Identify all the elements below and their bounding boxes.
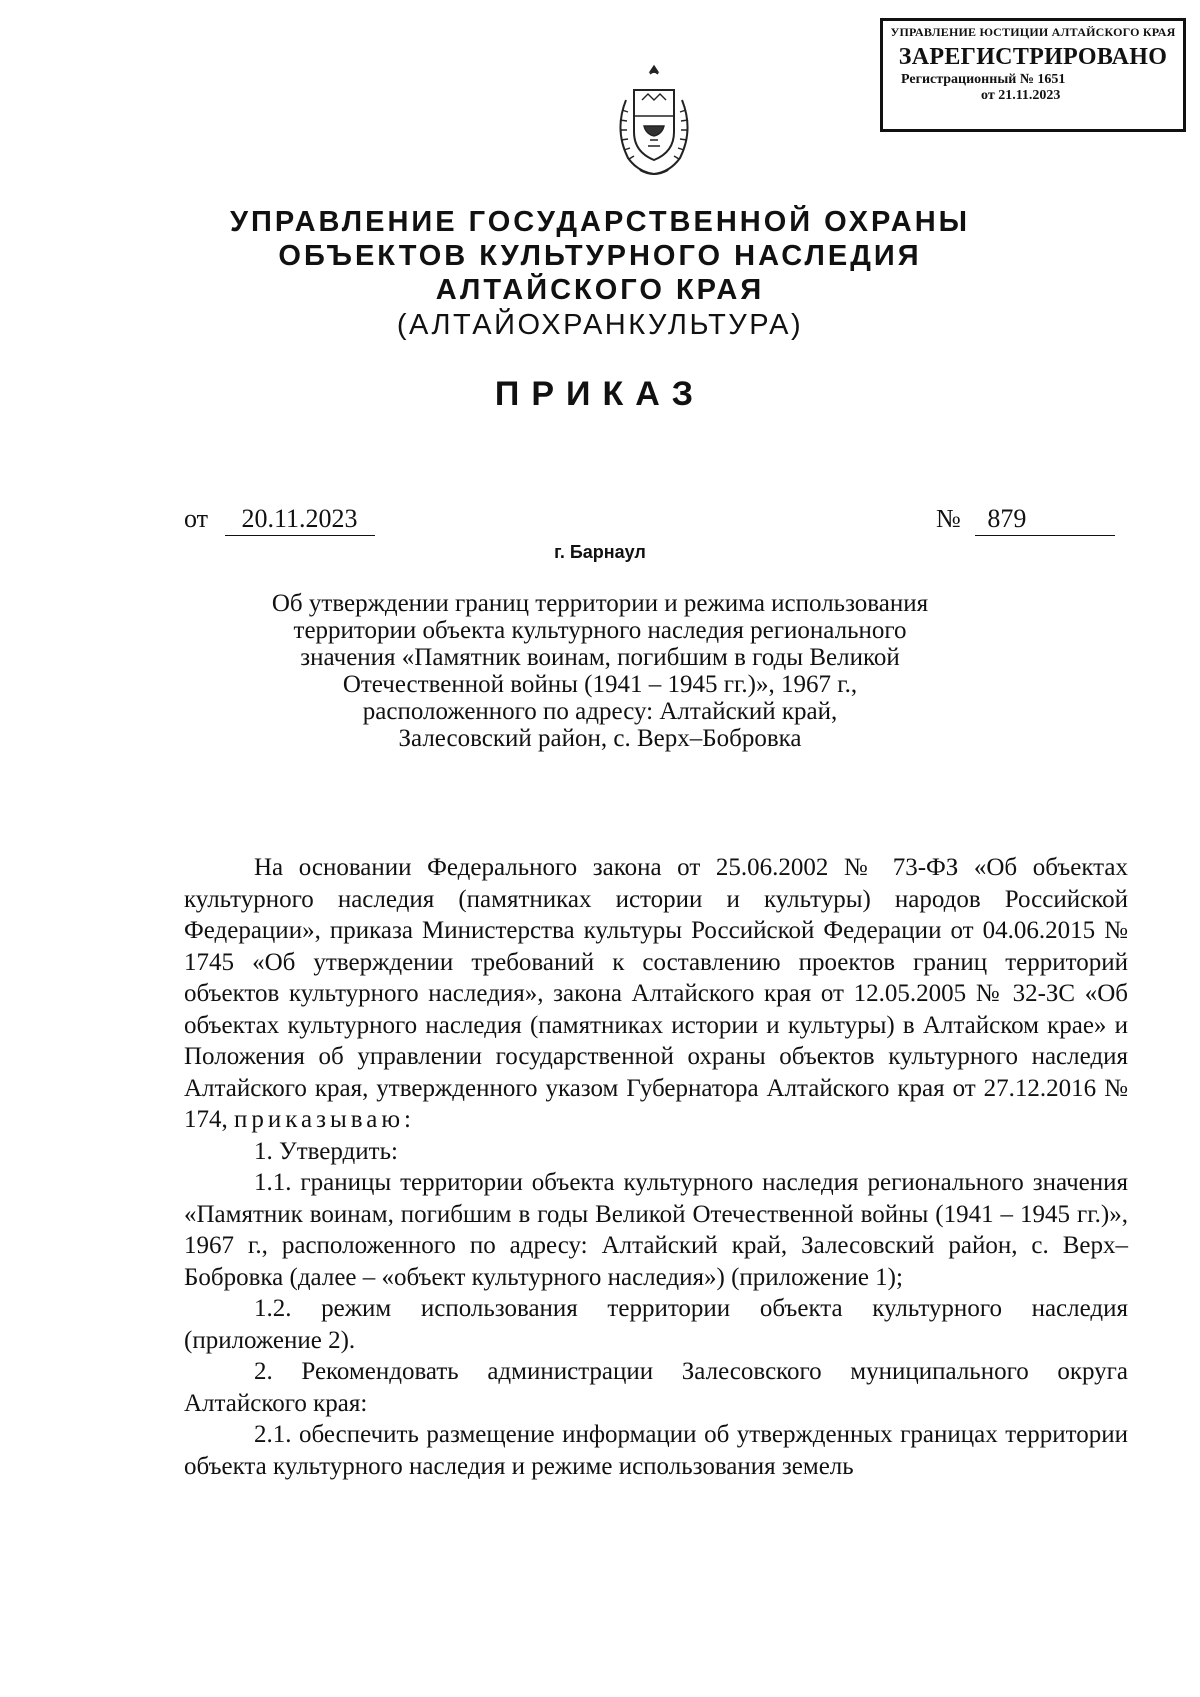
order-body [184,852,1128,1482]
subject-line: территории объекта культурного наследия регионального [293,617,907,644]
item-2-1: 2.1. обеспечить размещение информации об утвержденных границах территории объекта культурного наследия и режиме использования земель [184,1421,1128,1480]
item-2: 2. Рекомендовать администрации Залесовского муниципального округа Алтайского края: [184,1358,1128,1417]
subject-line: Об утверждении границ территории и режима использования [271,590,929,617]
subject-line: Залесовский район, с. Верх–Бобровка [398,725,802,752]
preamble-paragraph [184,852,1128,1136]
authority-abbreviation: (АЛТАЙОХРАНКУЛЬТУРА) [396,309,804,341]
document-type-title: ПРИКАЗ [494,375,706,413]
order-subject [0,590,1200,752]
item-1: 1. Утвердить: [254,1137,398,1165]
issuing-authority [0,205,1200,343]
stamp-reg-number: Регистрационный № 1651 [901,72,1066,87]
subject-line: Отечественной войны (1941 – 1945 гг.)», 1967 г., [342,671,858,698]
stamp-reg-date: от 21.11.2023 [981,88,1061,103]
authority-line-2: ОБЪЕКТОВ КУЛЬТУРНОГО НАСЛЕДИЯ [278,240,922,272]
authority-line-1: УПРАВЛЕНИЕ ГОСУДАРСТВЕННОЙ ОХРАНЫ [229,206,971,238]
order-date [184,503,375,536]
preamble-text: На основании Федерального закона от 25.06.2002 № 73-ФЗ «Об объектах культурного наследия (памятниках истории и культуры) народов Российской Федерации», приказа Министерства культуры Российской Федерации от 04.06.2015 № 1745 «Об утверждении требований к составлению проектов границ территорий объектов культурного наследия», закона Алтайского края от 12.05.2005 № 32-ЗС «Об объектах культурного наследия (памятниках истории и культуры) в Алтайском крае» и Положения об управлении государственной охраны объектов культурного наследия Алтайского края, утвержденного указом Губернатора Алтайского края от 27.12.2016 № 174, [184,854,1128,1133]
order-date-prefix: от [184,504,209,533]
authority-line-3: АЛТАЙСКОГО КРАЯ [435,274,765,306]
order-number-value: 879 [975,503,1115,536]
subject-line: расположенного по адресу: Алтайский край, [362,698,838,725]
order-word: приказываю: [234,1106,415,1133]
order-date-value: 20.11.2023 [225,503,375,536]
stamp-status: ЗАРЕГИСТРИРОВАНО [898,44,1168,70]
order-number-prefix: № [936,504,961,533]
altai-coat-of-arms-icon [606,60,702,180]
subject-line: значения «Памятник воинам, погибшим в годы Великой [300,644,900,671]
issue-city: г. Барнаул [554,542,646,562]
order-number [936,503,1115,536]
item-1-2: 1.2. режим использования территории объекта культурного наследия (приложение 2). [184,1295,1128,1354]
stamp-organization: УПРАВЛЕНИЕ ЮСТИЦИИ АЛТАЙСКОГО КРАЯ [890,25,1176,39]
item-1-1: 1.1. границы территории объекта культурного наследия регионального значения «Памятник воинам, погибшим в годы Великой Отечественной войны (1941 – 1945 гг.)», 1967 г., расположенного по адресу: Алтайский край, Залесовский район, с. Верх–Бобровка (далее – «объект культурного наследия») (приложение 1); [184,1169,1128,1291]
registration-stamp [880,18,1186,132]
